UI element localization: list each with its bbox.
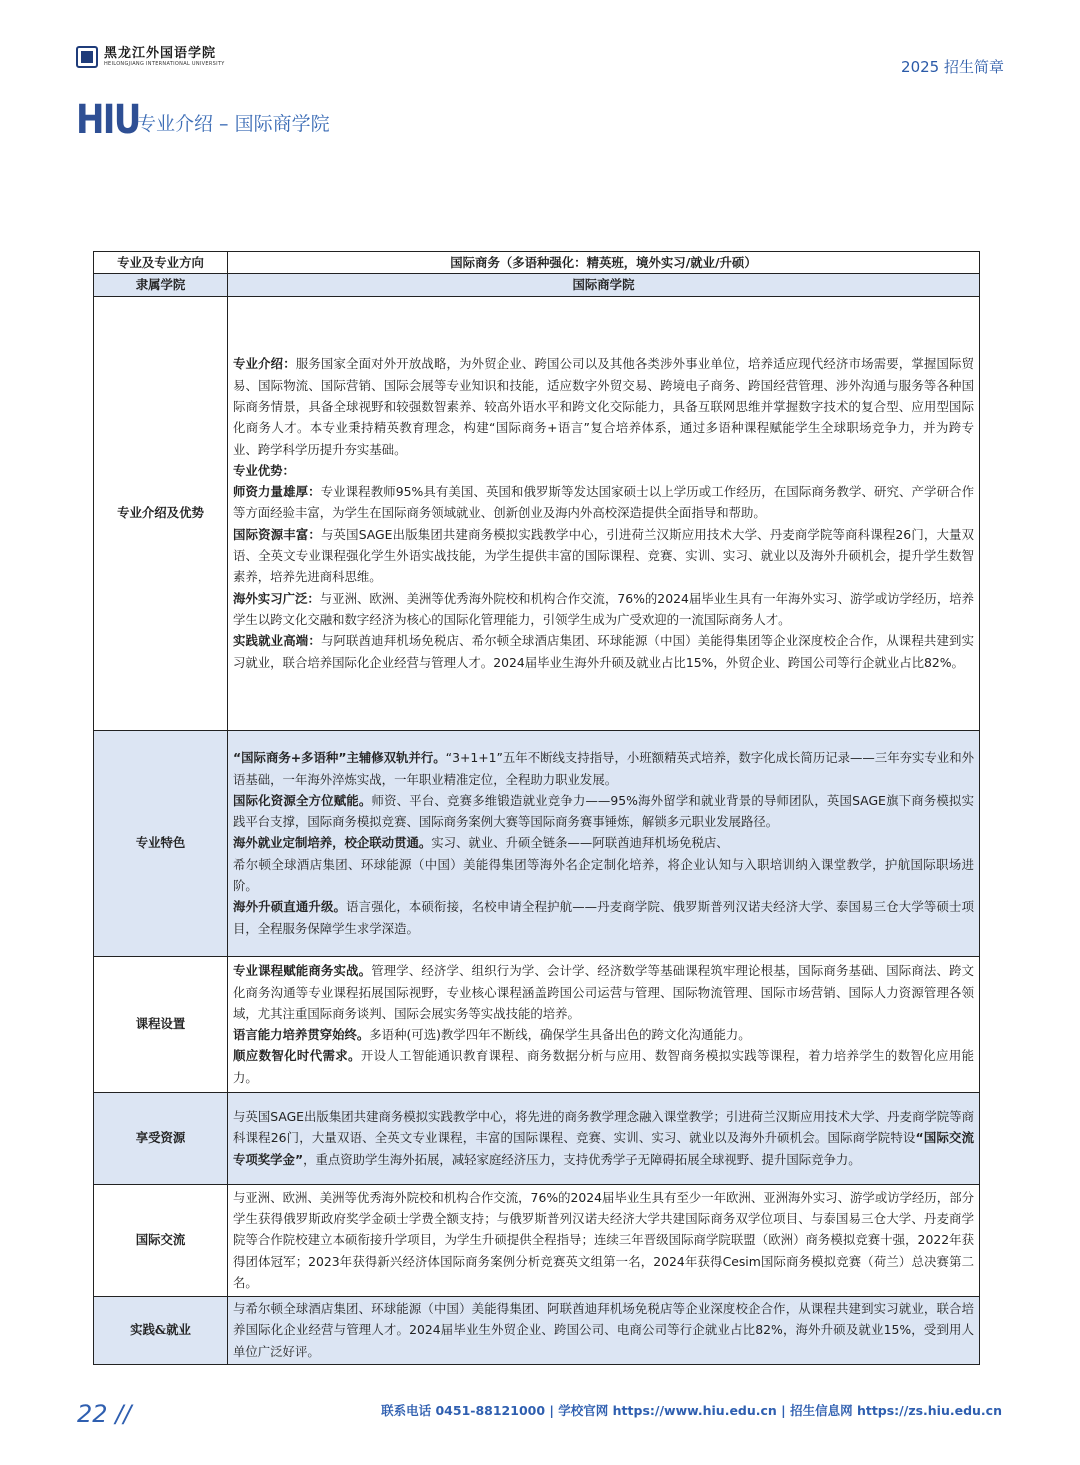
hiu-logo: HIU [76, 97, 140, 143]
features-content: “国际商务+多语种”主辅修双轨并行。“3+1+1”五年不断线支持指导，小班额精英式培养，数字化成长简历记录——三年夯实专业和外语基础，一年海外淬炼实战，一年职业精准定位，全程助力职业发展。 国际化资源全方位赋能。师资、平台、竞赛多维锻造就业竞争力——95%海外留学和就业背景的导师团队，英国SAGE旗下商务模拟实践平台支撑，国际商务模拟竞赛、国际商务案例大赛等国际商务赛事锤炼，解锁多元职业发展路径。 海外就业定制培养，校企联动贯通。实习、就业、升硕全链条——阿联酋迪拜机场免税店、 希尔顿全球酒店集团、环球能源（中国）美能得集团等海外名企定制化培养，将企业认知与入职培训纳入课堂教学，护航国际职场进阶。 海外升硕直通升级。语言强化，本硕衔接，名校申请全程护航——丹麦商学院、俄罗斯普列汉诺夫经济大学、泰国易三仓大学等硕士项目，全程服务保障学生求学深造。 [228, 730, 980, 956]
practice-content: 与希尔顿全球酒店集团、环球能源（中国）美能得集团、阿联酋迪拜机场免税店等企业深度校企合作，从课程共建到实习就业，联合培养国际化企业经营与管理人才。2024届毕业生外贸企业、跨国公司、电商公司等行企就业占比82%，海外升硕及就业15%，受到用人单位广泛好评。 [228, 1296, 980, 1364]
intro-label: 专业介绍及优势 [94, 296, 228, 730]
footer-contact: 联系电话 0451-88121000 | 学校官网 https://www.hiu.edu.cn | 招生信息网 https://zs.hiu.edu.cn [381, 1403, 1002, 1418]
college-label: 隶属学院 [94, 274, 228, 296]
brochure-title: 2025 招生简章 [901, 58, 1004, 76]
row-major [94, 252, 980, 274]
school-emblem-icon [76, 46, 98, 68]
school-name-cn: 黑龙江外国语学院 [104, 45, 217, 61]
school-name-en: HEILONGJIANG INTERNATIONAL UNIVERSITY [104, 60, 225, 67]
row-exchange [94, 1184, 980, 1296]
exchange-label: 国际交流 [94, 1184, 228, 1296]
exchange-content: 与亚洲、欧洲、美洲等优秀海外院校和机构合作交流，76%的2024届毕业生具有至少一年欧洲、亚洲海外实习、游学或访学经历，部分学生获得俄罗斯政府奖学金硕士学费全额支持；与俄罗斯普列汉诺夫经济大学共建国际商务双学位项目、与泰国易三仓大学、丹麦商学院等合作院校建立本硕衔接升学项目，为学生升硕提供全程指导；连续三年晋级国际商学院联盟（欧洲）商务模拟竞赛十强，2022年获得团体冠军；2023年获得新兴经济体国际商务案例分析竞赛英文组第一名，2024年获得Cesim国际商务模拟竞赛（荷兰）总决赛第二名。 [228, 1184, 980, 1296]
school-logo [76, 46, 225, 68]
row-practice [94, 1296, 980, 1364]
curriculum-content: 专业课程赋能商务实战。管理学、经济学、组织行为学、会计学、经济数学等基础课程筑牢理论根基，国际商务基础、国际商法、跨文化商务沟通等专业课程拓展国际视野，专业核心课程涵盖跨国公司运营与管理、国际物流管理、国际市场营销、国际人力资源管理各领域，尤其注重国际商务谈判、国际会展实务等实战技能的培养。 语言能力培养贯穿始终。多语种(可选)教学四年不断线，确保学生具备出色的跨文化沟通能力。 顺应数智化时代需求。开设人工智能通识教育课程、商务数据分析与应用、数智商务模拟实践等课程，着力培养学生的数智化应用能力。 [228, 956, 980, 1092]
practice-label: 实践&就业 [94, 1296, 228, 1364]
resources-content: 与英国SAGE出版集团共建商务模拟实践教学中心，将先进的商务教学理念融入课堂教学；引进荷兰汉斯应用技术大学、丹麦商学院等商科课程26门，大量双语、全英文专业课程，丰富的国际课程、竞赛、实训、实习、就业以及海外升硕机会。国际商学院特设“国际交流专项奖学金”，重点资助学生海外拓展，减轻家庭经济压力，支持优秀学子无障碍拓展全球视野、提升国际竞争力。 [228, 1092, 980, 1184]
curriculum-label: 课程设置 [94, 956, 228, 1092]
page-mark: // [115, 1400, 132, 1428]
row-curriculum [94, 956, 980, 1092]
section-title: 专业介绍 – 国际商学院 [137, 113, 330, 135]
row-college [94, 274, 980, 296]
major-info-table [93, 251, 980, 1365]
college-value: 国际商学院 [228, 274, 980, 296]
page-number [77, 1400, 131, 1428]
features-label: 专业特色 [94, 730, 228, 956]
row-intro [94, 296, 980, 730]
page-number-value: 22 [77, 1400, 108, 1428]
row-resources [94, 1092, 980, 1184]
row-features [94, 730, 980, 956]
intro-content: 专业介绍：服务国家全面对外开放战略，为外贸企业、跨国公司以及其他各类涉外事业单位，培养适应现代经济市场需要，掌握国际贸易、国际物流、国际营销、国际会展等专业知识和技能，适应数字外贸交易、跨境电子商务、跨国经营管理、涉外沟通与服务等各种国际商务情景，具备全球视野和较强数智素养、较高外语水平和跨文化交际能力，具备互联网思维并掌握数字技术的复合型、应用型国际化商务人才。本专业秉持精英教育理念，构建“国际商务+语言”复合培养体系，通过多语种课程赋能学生全球职场竞争力，并为跨专业、跨学科学历提升夯实基础。 专业优势： 师资力量雄厚：专业课程教师95%具有美国、英国和俄罗斯等发达国家硕士以上学历或工作经历，在国际商务教学、研究、产学研合作等方面经验丰富，为学生在国际商务领域就业、创新创业及海内外高校深造提供全面指导和帮助。 国际资源丰富：与英国SAGE出版集团共建商务模拟实践教学中心，引进荷兰汉斯应用技术大学、丹麦商学院等商科课程26门，大量双语、全英文专业课程强化学生外语实战技能，为学生提供丰富的国际课程、竞赛、实训、实习、就业以及海外升硕机会，提升学生数智素养，培养先进商科思维。 海外实习广泛：与亚洲、欧洲、美洲等优秀海外院校和机构合作交流，76%的2024届毕业生具有一年海外实习、游学或访学经历，培养学生以跨文化交融和数字经济为核心的国际化管理能力，引领学生成为广受欢迎的一流国际商务人才。 实践就业高端：与阿联酋迪拜机场免税店、希尔顿全球酒店集团、环球能源（中国）美能得集团等企业深度校企合作，从课程共建到实习就业，联合培养国际化企业经营与管理人才。2024届毕业生海外升硕及就业占比15%，外贸企业、跨国公司等行企就业占比82%。 [228, 296, 980, 730]
major-value: 国际商务（多语种强化：精英班，境外实习/就业/升硕） [228, 252, 980, 274]
resources-label: 享受资源 [94, 1092, 228, 1184]
major-label: 专业及专业方向 [94, 252, 228, 274]
